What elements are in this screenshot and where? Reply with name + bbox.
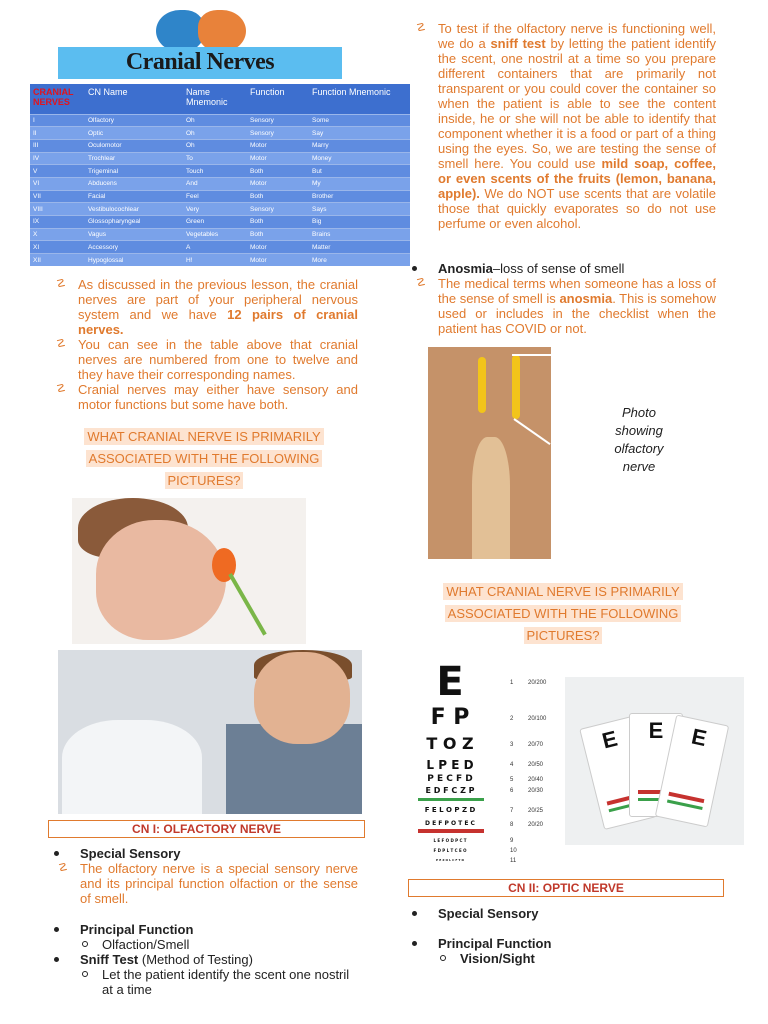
snellen-row: F E L O P Z D <box>424 806 476 814</box>
snellen-acuity: 20/50 <box>528 762 544 768</box>
table-cell: Glossopharyngeal <box>85 216 183 229</box>
list-item: ☡ Cranial nerves may either have sensory and motor functions but some have both. <box>54 382 358 412</box>
table-cell: Hypoglossal <box>85 254 183 267</box>
photo-olfactory-nerve <box>428 347 551 559</box>
table-cell: Big <box>309 216 410 229</box>
table-cell: I <box>30 114 85 127</box>
table-cell: Vegetables <box>183 228 247 241</box>
snellen-line-number: 9 <box>510 838 514 844</box>
photo-nose-exam-face <box>254 652 350 744</box>
cn1-special-sensory: Special Sensory <box>80 846 358 861</box>
table-header: Name Mnemonic <box>183 84 247 114</box>
table-row <box>30 177 410 190</box>
table-cell: Oh <box>183 114 247 127</box>
eye-chart-card: E <box>629 713 683 817</box>
table-cell: Oh <box>183 139 247 152</box>
snellen-line-number: 6 <box>510 788 514 794</box>
snellen-line-number: 11 <box>510 858 517 864</box>
table-cell: Matter <box>309 241 410 254</box>
cranial-nerves-table <box>30 84 410 266</box>
table-cell: Money <box>309 152 410 165</box>
table-cell: XII <box>30 254 85 267</box>
table-cell: My <box>309 177 410 190</box>
table-cell: Motor <box>247 177 309 190</box>
table-cell: Both <box>247 165 309 178</box>
table-row <box>30 139 410 152</box>
table-row <box>30 254 410 267</box>
table-cell: To <box>183 152 247 165</box>
snellen-line-number: 7 <box>510 808 514 814</box>
table-cell: Very <box>183 203 247 216</box>
snellen-line-number: 3 <box>510 742 514 748</box>
snellen-row: P E Z O L C F T D <box>435 858 465 862</box>
table-cell: Both <box>247 190 309 203</box>
snellen-row: F P <box>430 705 470 730</box>
snellen-chart <box>410 659 560 868</box>
snellen-acuity: 20/30 <box>528 788 544 794</box>
table-cell: Motor <box>247 152 309 165</box>
list-item: ☡ To test if the olfactory nerve is functioning well, we do a sniff test by letting the patient identify the scent, one nostril at a time so you prepare different containers that are primarily not transparent or you could cover the container so when the patient is able to see the content inside, he or she will not be able to identify that component whether it is a food or part of a thing using the eyes. So, we are testing the sense of smell here. You could use mild soap, coffee, or even scents of the fruits (lemon, banana, apple). We do NOT use scents that are volatile those that quickly evaporates so do not use perfume or even alcohol. <box>414 21 716 231</box>
table-cell: Motor <box>247 241 309 254</box>
table-cell: X <box>30 228 85 241</box>
table-cell: XI <box>30 241 85 254</box>
sniff-test-paragraph <box>414 21 716 231</box>
table-cell: Vagus <box>85 228 183 241</box>
cn1-desc-list <box>56 861 358 906</box>
pointer-line <box>512 354 552 356</box>
table-cell: VIII <box>30 203 85 216</box>
snellen-row: E D F C Z P <box>425 786 475 795</box>
table-cell: Accessory <box>85 241 183 254</box>
table-cell: Oh <box>183 127 247 140</box>
table-cell: Says <box>309 203 410 216</box>
snellen-acuity: 20/200 <box>528 680 547 686</box>
table-cell: Olfactory <box>85 114 183 127</box>
table-cell: IX <box>30 216 85 229</box>
table-cell: Optic <box>85 127 183 140</box>
question-2: WHAT CRANIAL NERVE IS PRIMARILY ASSOCIATED WITH THE FOLLOWING PICTURES? <box>430 581 696 647</box>
list-item: ☡ You can see in the table above that cranial nerves are numbered from one to twelve and they have their corresponding names. <box>54 337 358 382</box>
table-row <box>30 114 410 127</box>
table-cell: But <box>309 165 410 178</box>
brain-logo-left <box>156 10 204 52</box>
table-cell: Trigeminal <box>85 165 183 178</box>
cn1-details <box>80 846 358 997</box>
brain-logo-right <box>198 10 246 52</box>
table-cell: Touch <box>183 165 247 178</box>
table-cell: Marry <box>309 139 410 152</box>
table-row <box>30 190 410 203</box>
table-cell: IV <box>30 152 85 165</box>
table-row <box>30 228 410 241</box>
snellen-acuity: 20/70 <box>528 742 544 748</box>
table-cell: V <box>30 165 85 178</box>
snellen-row: E <box>436 659 464 705</box>
cn2-heading: CN II: OPTIC NERVE <box>408 879 724 897</box>
snellen-acuity: 20/25 <box>528 808 544 814</box>
photo-caption: Photo showing olfactory nerve <box>614 405 664 474</box>
table-cell: Sensory <box>247 127 309 140</box>
table-cell: Both <box>247 228 309 241</box>
cn1-heading: CN I: OLFACTORY NERVE <box>48 820 365 838</box>
cn1-function-value: Olfaction/Smell <box>80 937 358 952</box>
snellen-row: L P E D <box>426 758 474 772</box>
table-cell: Trochlear <box>85 152 183 165</box>
photo-nose-exam-doctor <box>62 720 202 814</box>
cn2-function-value: Vision/Sight <box>438 951 718 966</box>
eye-chart-card: E <box>655 715 729 828</box>
cn1-principal-function: Principal Function <box>80 922 358 937</box>
table-cell: A <box>183 241 247 254</box>
cn2-details <box>438 906 718 966</box>
table-cell: III <box>30 139 85 152</box>
table-cell: Motor <box>247 254 309 267</box>
table-cell: Brains <box>309 228 410 241</box>
table-header: Function Mnemonic <box>309 84 410 114</box>
table-cell: Brother <box>309 190 410 203</box>
table-header: Function <box>247 84 309 114</box>
list-item: ☡ As discussed in the previous lesson, the cranial nerves are part of your peripheral nervous system and we have 12 pairs of cranial nerves. <box>54 277 358 337</box>
snellen-red-line <box>418 829 484 833</box>
table-cell: Some <box>309 114 410 127</box>
table-row <box>30 152 410 165</box>
table-cell: II <box>30 127 85 140</box>
snellen-green-line <box>418 798 484 801</box>
snellen-row: F D P L T C E O <box>433 848 467 853</box>
cn1-sniff-test: Sniff Test (Method of Testing) <box>80 952 358 967</box>
table-row <box>30 216 410 229</box>
table-cell: Sensory <box>247 114 309 127</box>
anosmia-definition: Anosmia–loss of sense of smell <box>438 261 718 276</box>
table-cell: Green <box>183 216 247 229</box>
table-cell: More <box>309 254 410 267</box>
table-cell: Say <box>309 127 410 140</box>
intro-list <box>54 277 358 412</box>
snellen-line-number: 5 <box>510 777 514 783</box>
snellen-acuity: 20/20 <box>528 822 544 828</box>
photo-eye-charts <box>565 677 744 845</box>
table-cell: Motor <box>247 139 309 152</box>
snellen-line-number: 10 <box>510 848 517 854</box>
cn2-special-sensory: Special Sensory <box>438 906 718 921</box>
list-item: ☡ The olfactory nerve is a special sensory nerve and its principal function olfaction or the sense of smell. <box>56 861 358 906</box>
snellen-line-number: 1 <box>510 680 514 686</box>
table-cell: Vestibulocochlear <box>85 203 183 216</box>
table-cell: And <box>183 177 247 190</box>
anosmia-paragraph <box>414 276 716 336</box>
question-1: WHAT CRANIAL NERVE IS PRIMARILY ASSOCIATED WITH THE FOLLOWING PICTURES? <box>70 426 338 492</box>
snellen-line-number: 2 <box>510 716 514 722</box>
snellen-row: T O Z <box>426 734 474 753</box>
table-cell: Oculomotor <box>85 139 183 152</box>
table-header: CN Name <box>85 84 183 114</box>
table-cell: H! <box>183 254 247 267</box>
table-cell: Feel <box>183 190 247 203</box>
snellen-row: D E F P O T E C <box>425 820 475 827</box>
table-cell: VI <box>30 177 85 190</box>
list-item: ☡ The medical terms when someone has a loss of the sense of smell is anosmia. This is somehow used or includes in the checklist when the patient has COVID or not. <box>414 276 716 336</box>
table-row <box>30 165 410 178</box>
snellen-row: L E F O D P C T <box>433 838 467 843</box>
snellen-line-number: 4 <box>510 762 514 768</box>
cn1-sniff-step: Let the patient identify the scent one nostril at a time <box>80 967 358 997</box>
page-title: Cranial Nerves <box>125 49 275 75</box>
table-row <box>30 203 410 216</box>
table-cell: Facial <box>85 190 183 203</box>
cn2-principal-function: Principal Function <box>438 936 718 951</box>
table-row <box>30 127 410 140</box>
snellen-line-number: 8 <box>510 822 514 828</box>
snellen-acuity: 20/100 <box>528 716 547 722</box>
table-row <box>30 241 410 254</box>
table-cell: Sensory <box>247 203 309 216</box>
snellen-acuity: 20/40 <box>528 777 544 783</box>
table-cell: Abducens <box>85 177 183 190</box>
eye-chart-card: E <box>579 716 657 830</box>
table-cell: Both <box>247 216 309 229</box>
table-cell: VII <box>30 190 85 203</box>
photo-smelling-flower-face <box>96 520 226 640</box>
table-header: CRANIAL NERVES <box>30 84 85 114</box>
snellen-row: P E C F D <box>427 774 473 784</box>
